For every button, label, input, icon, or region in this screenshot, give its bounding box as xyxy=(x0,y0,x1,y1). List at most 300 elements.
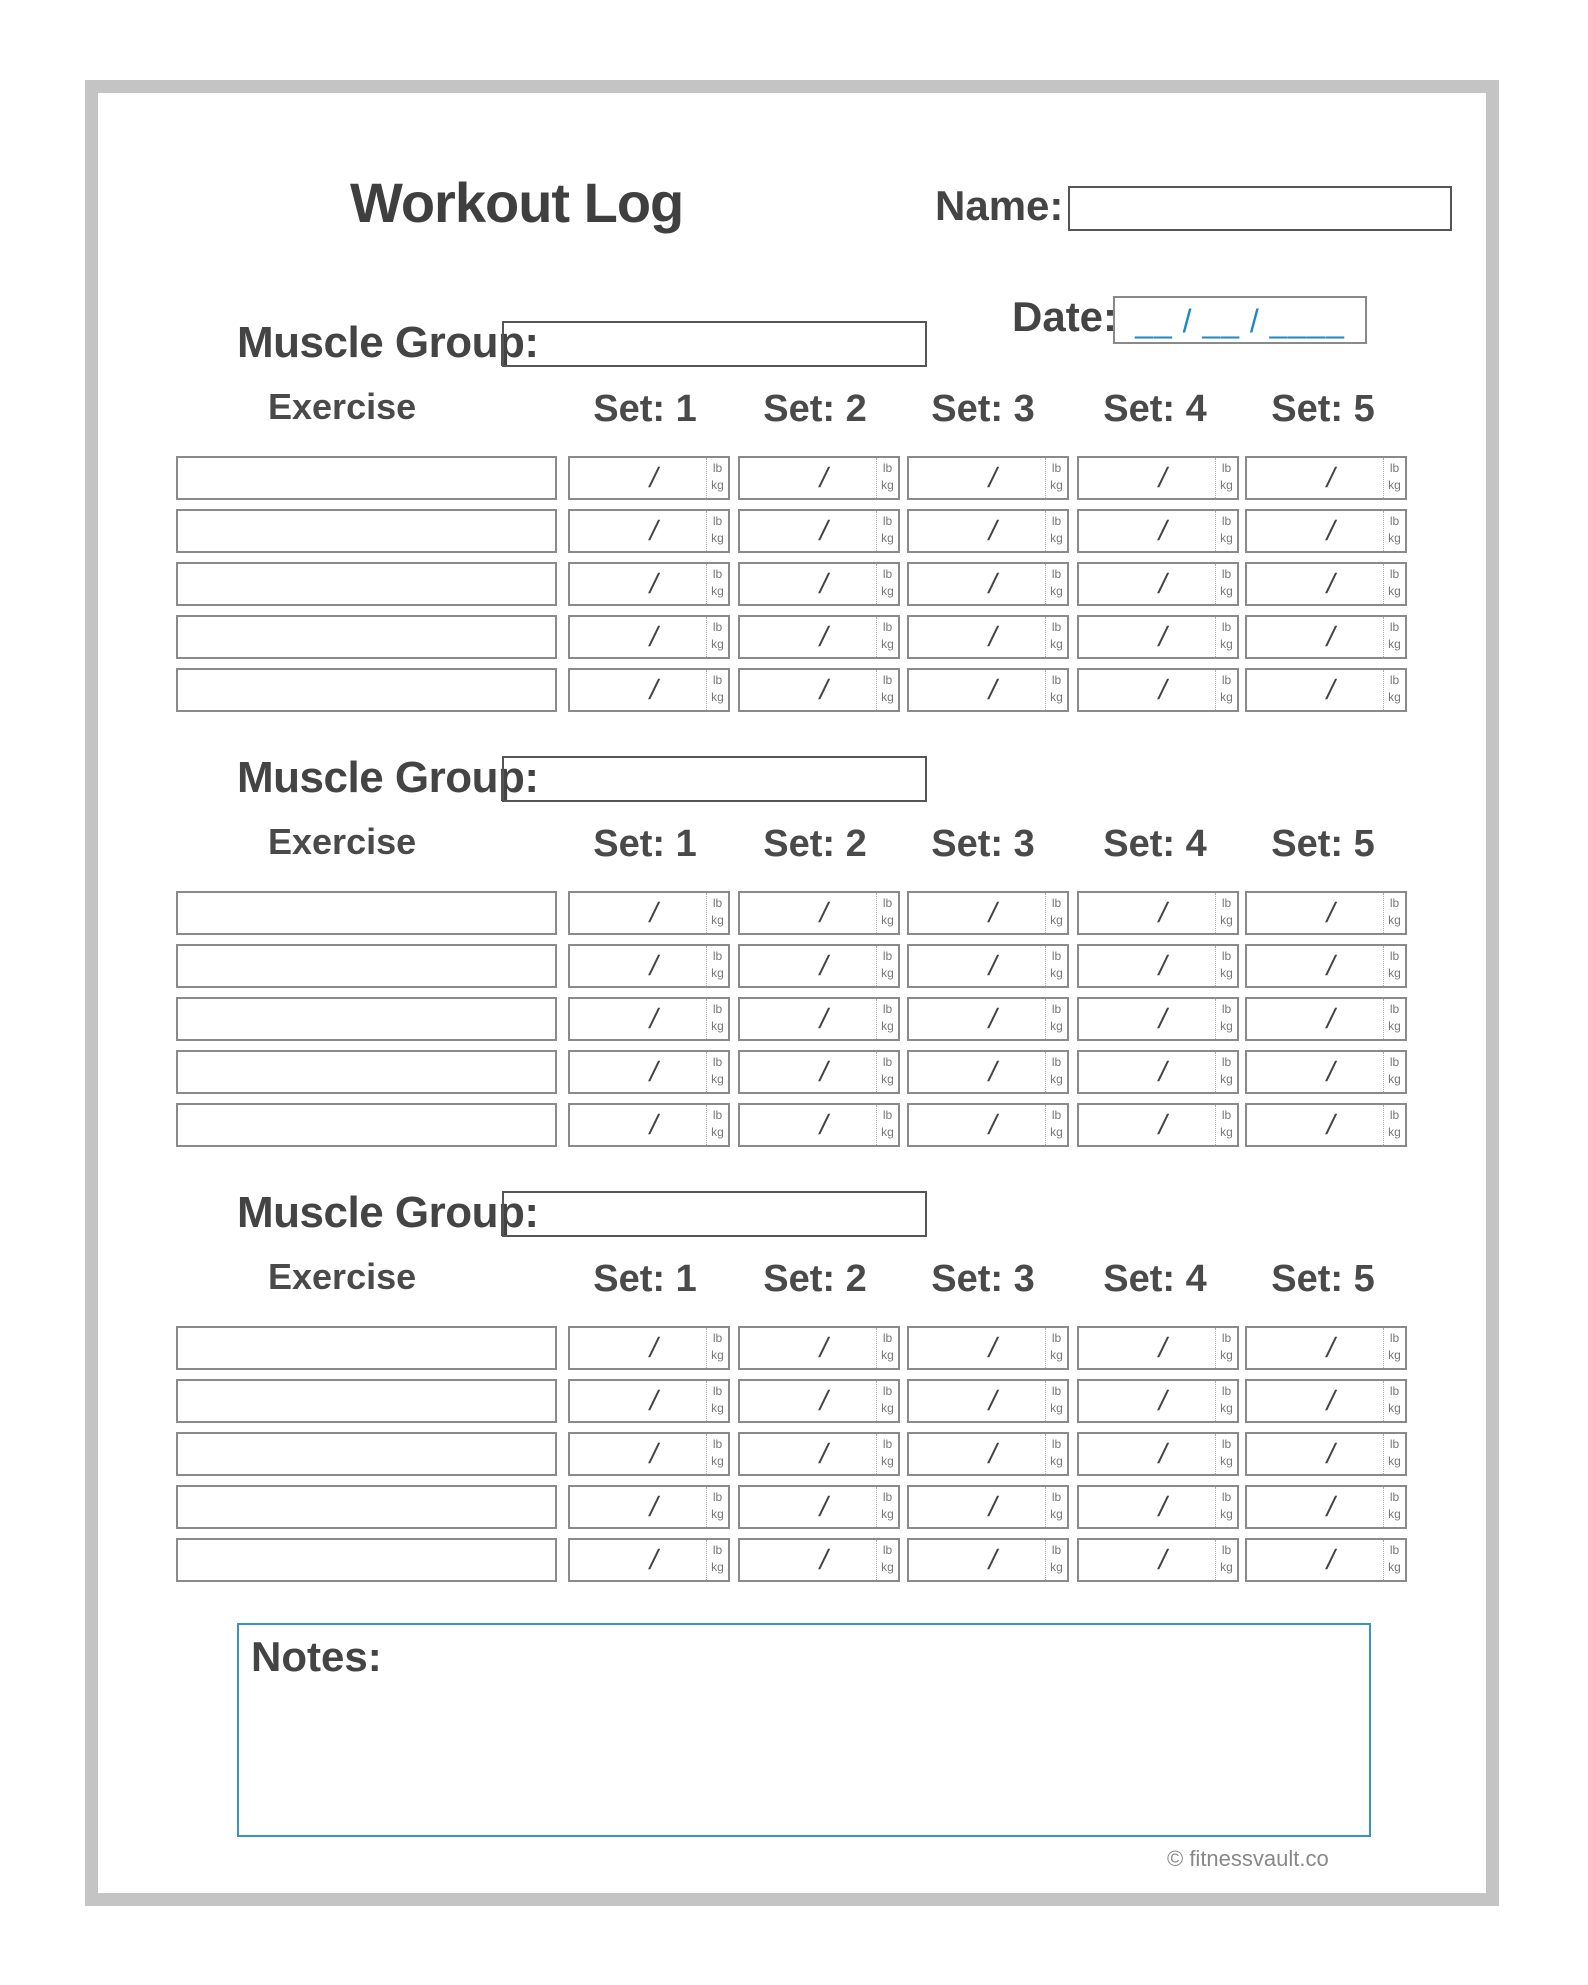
unit-selector xyxy=(1215,1105,1237,1145)
unit-selector xyxy=(1383,999,1405,1039)
unit-lb-label: lb xyxy=(882,620,893,634)
exercise-field[interactable] xyxy=(176,668,557,712)
unit-kg-label: kg xyxy=(711,1019,724,1033)
unit-selector xyxy=(1045,1328,1067,1368)
exercise-field[interactable] xyxy=(176,1538,557,1582)
unit-lb-label: lb xyxy=(712,1108,723,1122)
unit-selector xyxy=(706,617,728,657)
unit-kg-label: kg xyxy=(1388,584,1401,598)
reps-weight-separator: / xyxy=(1323,1385,1339,1416)
set-header: Set: 5 xyxy=(1271,1258,1375,1300)
unit-kg-label: kg xyxy=(1220,1348,1233,1362)
exercise-field[interactable] xyxy=(176,456,557,500)
unit-lb-label: lb xyxy=(712,1384,723,1398)
set-entry-field[interactable] xyxy=(1077,1432,1239,1476)
unit-kg-label: kg xyxy=(711,913,724,927)
set-entry-field[interactable] xyxy=(1245,456,1407,500)
muscle-group-section xyxy=(0,318,1588,738)
muscle-group-field[interactable] xyxy=(502,756,927,802)
unit-lb-label: lb xyxy=(712,1002,723,1016)
unit-lb-label: lb xyxy=(1051,620,1062,634)
set-entry-field[interactable] xyxy=(738,1326,900,1370)
unit-selector xyxy=(1215,670,1237,710)
set-entry-field[interactable] xyxy=(738,997,900,1041)
unit-selector xyxy=(1215,1328,1237,1368)
unit-lb-label: lb xyxy=(1051,1384,1062,1398)
reps-weight-separator: / xyxy=(646,1056,662,1087)
unit-selector xyxy=(876,1052,898,1092)
exercise-field[interactable] xyxy=(176,1432,557,1476)
unit-kg-label: kg xyxy=(1050,1348,1063,1362)
unit-selector xyxy=(706,1434,728,1474)
reps-weight-separator: / xyxy=(985,1491,1001,1522)
set-entry-field[interactable] xyxy=(1077,509,1239,553)
unit-kg-label: kg xyxy=(1388,1560,1401,1574)
name-field[interactable] xyxy=(1068,186,1452,231)
unit-lb-label: lb xyxy=(1389,1490,1400,1504)
set-entry-field[interactable] xyxy=(1077,615,1239,659)
reps-weight-separator: / xyxy=(985,462,1001,493)
exercise-header: Exercise xyxy=(268,821,417,862)
set-entry-field[interactable] xyxy=(907,1050,1069,1094)
exercise-field[interactable] xyxy=(176,1326,557,1370)
set-entry-field[interactable] xyxy=(1245,1326,1407,1370)
unit-lb-label: lb xyxy=(1051,673,1062,687)
set-entry-field[interactable] xyxy=(568,1326,730,1370)
reps-weight-separator: / xyxy=(816,515,832,546)
set-entry-field[interactable] xyxy=(1245,1485,1407,1529)
set-entry-field[interactable] xyxy=(568,997,730,1041)
set-entry-field[interactable] xyxy=(1077,944,1239,988)
reps-weight-separator: / xyxy=(1323,897,1339,928)
reps-weight-separator: / xyxy=(985,1109,1001,1140)
unit-selector xyxy=(706,458,728,498)
set-entry-field[interactable] xyxy=(568,1485,730,1529)
unit-lb-label: lb xyxy=(1221,461,1232,475)
reps-weight-separator: / xyxy=(1155,515,1171,546)
exercise-field[interactable] xyxy=(176,509,557,553)
set-entry-field[interactable] xyxy=(738,1485,900,1529)
unit-lb-label: lb xyxy=(1051,1055,1062,1069)
set-entry-field[interactable] xyxy=(1245,1103,1407,1147)
unit-selector xyxy=(876,458,898,498)
set-entry-field[interactable] xyxy=(1077,1538,1239,1582)
set-entry-field[interactable] xyxy=(1245,997,1407,1041)
unit-kg-label: kg xyxy=(711,1401,724,1415)
set-entry-field[interactable] xyxy=(1077,456,1239,500)
unit-kg-label: kg xyxy=(1388,690,1401,704)
reps-weight-separator: / xyxy=(816,1332,832,1363)
date-field[interactable]: __ / __ / ____ xyxy=(1113,296,1367,344)
unit-lb-label: lb xyxy=(1389,1002,1400,1016)
exercise-header: Exercise xyxy=(268,1256,417,1297)
reps-weight-separator: / xyxy=(985,621,1001,652)
reps-weight-separator: / xyxy=(1323,674,1339,705)
unit-lb-label: lb xyxy=(1051,1002,1062,1016)
notes-field[interactable] xyxy=(237,1623,1371,1837)
reps-weight-separator: / xyxy=(816,1385,832,1416)
set-entry-field[interactable] xyxy=(1245,562,1407,606)
unit-lb-label: lb xyxy=(712,514,723,528)
unit-lb-label: lb xyxy=(1389,620,1400,634)
set-entry-field[interactable] xyxy=(738,944,900,988)
muscle-group-label: Muscle Group: xyxy=(237,753,539,802)
unit-selector xyxy=(876,999,898,1039)
set-entry-field[interactable] xyxy=(1245,1538,1407,1582)
set-entry-field[interactable] xyxy=(568,668,730,712)
set-entry-field[interactable] xyxy=(907,1379,1069,1423)
unit-selector xyxy=(1045,1434,1067,1474)
page-title: Workout Log xyxy=(350,171,684,234)
exercise-field[interactable] xyxy=(176,891,557,935)
reps-weight-separator: / xyxy=(985,897,1001,928)
unit-kg-label: kg xyxy=(1388,531,1401,545)
unit-kg-label: kg xyxy=(1388,1401,1401,1415)
exercise-field[interactable] xyxy=(176,1050,557,1094)
set-entry-field[interactable] xyxy=(1077,1050,1239,1094)
unit-lb-label: lb xyxy=(1389,567,1400,581)
reps-weight-separator: / xyxy=(1155,1003,1171,1034)
unit-kg-label: kg xyxy=(711,1454,724,1468)
reps-weight-separator: / xyxy=(646,1438,662,1469)
reps-weight-separator: / xyxy=(985,568,1001,599)
set-entry-field[interactable] xyxy=(1077,1326,1239,1370)
unit-lb-label: lb xyxy=(882,1331,893,1345)
reps-weight-separator: / xyxy=(985,1438,1001,1469)
unit-lb-label: lb xyxy=(1389,514,1400,528)
set-entry-field[interactable] xyxy=(738,509,900,553)
unit-selector xyxy=(706,564,728,604)
unit-lb-label: lb xyxy=(712,896,723,910)
set-entry-field[interactable] xyxy=(1077,1485,1239,1529)
reps-weight-separator: / xyxy=(1323,621,1339,652)
unit-lb-label: lb xyxy=(882,1384,893,1398)
unit-kg-label: kg xyxy=(1220,531,1233,545)
unit-selector xyxy=(1215,946,1237,986)
muscle-group-field[interactable] xyxy=(502,1191,927,1237)
set-entry-field[interactable] xyxy=(907,1432,1069,1476)
unit-lb-label: lb xyxy=(882,673,893,687)
reps-weight-separator: / xyxy=(646,674,662,705)
unit-lb-label: lb xyxy=(1051,949,1062,963)
set-entry-field[interactable] xyxy=(738,562,900,606)
unit-selector xyxy=(706,893,728,933)
unit-selector xyxy=(1215,458,1237,498)
reps-weight-separator: / xyxy=(1323,1438,1339,1469)
unit-kg-label: kg xyxy=(1220,1454,1233,1468)
unit-lb-label: lb xyxy=(712,673,723,687)
exercise-field[interactable] xyxy=(176,615,557,659)
muscle-group-field[interactable] xyxy=(502,321,927,367)
reps-weight-separator: / xyxy=(985,1056,1001,1087)
unit-lb-label: lb xyxy=(1389,673,1400,687)
unit-lb-label: lb xyxy=(1051,1108,1062,1122)
unit-selector xyxy=(706,946,728,986)
set-entry-field[interactable] xyxy=(1245,1432,1407,1476)
notes-label: Notes: xyxy=(251,1633,382,1680)
set-header: Set: 1 xyxy=(593,823,697,865)
unit-kg-label: kg xyxy=(711,531,724,545)
set-entry-field[interactable] xyxy=(738,891,900,935)
set-entry-field[interactable] xyxy=(738,1103,900,1147)
unit-kg-label: kg xyxy=(711,1072,724,1086)
reps-weight-separator: / xyxy=(1323,1491,1339,1522)
unit-kg-label: kg xyxy=(1050,1454,1063,1468)
unit-lb-label: lb xyxy=(882,1002,893,1016)
unit-selector xyxy=(1045,1381,1067,1421)
unit-lb-label: lb xyxy=(712,620,723,634)
set-entry-field[interactable] xyxy=(1245,1379,1407,1423)
unit-selector xyxy=(1215,1052,1237,1092)
unit-selector xyxy=(1383,1434,1405,1474)
unit-kg-label: kg xyxy=(881,1072,894,1086)
unit-selector xyxy=(1383,1540,1405,1580)
unit-kg-label: kg xyxy=(1050,637,1063,651)
unit-selector xyxy=(1045,458,1067,498)
unit-kg-label: kg xyxy=(1220,1560,1233,1574)
unit-kg-label: kg xyxy=(1050,690,1063,704)
reps-weight-separator: / xyxy=(1155,1491,1171,1522)
unit-kg-label: kg xyxy=(1050,1560,1063,1574)
reps-weight-separator: / xyxy=(1323,568,1339,599)
unit-selector xyxy=(1045,670,1067,710)
unit-selector xyxy=(706,1487,728,1527)
set-entry-field[interactable] xyxy=(1245,615,1407,659)
set-entry-field[interactable] xyxy=(1077,1379,1239,1423)
reps-weight-separator: / xyxy=(1323,1003,1339,1034)
unit-kg-label: kg xyxy=(1388,966,1401,980)
reps-weight-separator: / xyxy=(1323,462,1339,493)
reps-weight-separator: / xyxy=(1155,462,1171,493)
unit-selector xyxy=(1215,999,1237,1039)
set-entry-field[interactable] xyxy=(907,456,1069,500)
unit-selector xyxy=(876,893,898,933)
set-entry-field[interactable] xyxy=(1245,1050,1407,1094)
unit-lb-label: lb xyxy=(1051,1543,1062,1557)
unit-kg-label: kg xyxy=(711,1507,724,1521)
copyright-footer: © fitnessvault.co xyxy=(1167,1846,1329,1871)
reps-weight-separator: / xyxy=(816,1109,832,1140)
exercise-field[interactable] xyxy=(176,944,557,988)
unit-kg-label: kg xyxy=(1050,531,1063,545)
unit-selector xyxy=(1045,999,1067,1039)
unit-kg-label: kg xyxy=(1220,1401,1233,1415)
unit-kg-label: kg xyxy=(881,966,894,980)
unit-lb-label: lb xyxy=(1389,1543,1400,1557)
reps-weight-separator: / xyxy=(1155,674,1171,705)
unit-kg-label: kg xyxy=(1220,913,1233,927)
unit-selector xyxy=(876,1487,898,1527)
unit-lb-label: lb xyxy=(1221,1384,1232,1398)
set-entry-field[interactable] xyxy=(1077,668,1239,712)
unit-lb-label: lb xyxy=(712,1055,723,1069)
unit-selector xyxy=(706,999,728,1039)
reps-weight-separator: / xyxy=(1155,1438,1171,1469)
set-entry-field[interactable] xyxy=(1077,562,1239,606)
unit-kg-label: kg xyxy=(711,690,724,704)
reps-weight-separator: / xyxy=(1155,1056,1171,1087)
set-header: Set: 2 xyxy=(763,388,867,430)
reps-weight-separator: / xyxy=(985,1544,1001,1575)
set-header: Set: 2 xyxy=(763,1258,867,1300)
unit-kg-label: kg xyxy=(1388,637,1401,651)
set-entry-field[interactable] xyxy=(738,615,900,659)
unit-lb-label: lb xyxy=(712,1437,723,1451)
unit-lb-label: lb xyxy=(1221,1543,1232,1557)
unit-selector xyxy=(1215,893,1237,933)
reps-weight-separator: / xyxy=(646,621,662,652)
set-header: Set: 1 xyxy=(593,388,697,430)
set-entry-field[interactable] xyxy=(907,997,1069,1041)
reps-weight-separator: / xyxy=(646,1491,662,1522)
unit-kg-label: kg xyxy=(1050,1072,1063,1086)
unit-kg-label: kg xyxy=(1220,1507,1233,1521)
exercise-field[interactable] xyxy=(176,1485,557,1529)
set-entry-field[interactable] xyxy=(907,891,1069,935)
unit-selector xyxy=(706,1381,728,1421)
set-entry-field[interactable] xyxy=(907,1538,1069,1582)
unit-selector xyxy=(876,1381,898,1421)
unit-kg-label: kg xyxy=(1220,690,1233,704)
set-entry-field[interactable] xyxy=(907,944,1069,988)
reps-weight-separator: / xyxy=(646,897,662,928)
reps-weight-separator: / xyxy=(646,1003,662,1034)
reps-weight-separator: / xyxy=(646,1544,662,1575)
unit-kg-label: kg xyxy=(881,1348,894,1362)
unit-selector xyxy=(876,1540,898,1580)
set-entry-field[interactable] xyxy=(1077,1103,1239,1147)
unit-lb-label: lb xyxy=(882,461,893,475)
name-label: Name: xyxy=(935,182,1064,229)
reps-weight-separator: / xyxy=(1155,568,1171,599)
unit-selector xyxy=(876,564,898,604)
unit-kg-label: kg xyxy=(711,478,724,492)
reps-weight-separator: / xyxy=(1155,950,1171,981)
reps-weight-separator: / xyxy=(816,1056,832,1087)
unit-selector xyxy=(1383,511,1405,551)
reps-weight-separator: / xyxy=(1155,621,1171,652)
unit-selector xyxy=(706,1540,728,1580)
muscle-group-section xyxy=(0,1188,1588,1608)
unit-kg-label: kg xyxy=(881,637,894,651)
unit-kg-label: kg xyxy=(711,1560,724,1574)
set-entry-field[interactable] xyxy=(907,668,1069,712)
set-entry-field[interactable] xyxy=(738,1538,900,1582)
unit-selector xyxy=(1215,511,1237,551)
exercise-field[interactable] xyxy=(176,1379,557,1423)
reps-weight-separator: / xyxy=(646,950,662,981)
unit-selector xyxy=(1045,893,1067,933)
unit-selector xyxy=(1383,1052,1405,1092)
set-entry-field[interactable] xyxy=(1245,944,1407,988)
exercise-field[interactable] xyxy=(176,1103,557,1147)
set-entry-field[interactable] xyxy=(738,456,900,500)
set-entry-field[interactable] xyxy=(907,1485,1069,1529)
exercise-field[interactable] xyxy=(176,562,557,606)
unit-lb-label: lb xyxy=(712,1543,723,1557)
set-entry-field[interactable] xyxy=(738,668,900,712)
date-label: Date: xyxy=(1012,293,1118,340)
reps-weight-separator: / xyxy=(816,462,832,493)
unit-kg-label: kg xyxy=(881,478,894,492)
set-entry-field[interactable] xyxy=(907,1103,1069,1147)
unit-kg-label: kg xyxy=(1050,1401,1063,1415)
unit-kg-label: kg xyxy=(1388,1019,1401,1033)
unit-lb-label: lb xyxy=(712,1331,723,1345)
unit-lb-label: lb xyxy=(882,1108,893,1122)
exercise-field[interactable] xyxy=(176,997,557,1041)
set-entry-field[interactable] xyxy=(1245,891,1407,935)
unit-selector xyxy=(1215,564,1237,604)
unit-lb-label: lb xyxy=(1221,1331,1232,1345)
unit-selector xyxy=(1215,617,1237,657)
set-entry-field[interactable] xyxy=(568,1103,730,1147)
set-entry-field[interactable] xyxy=(738,1432,900,1476)
unit-lb-label: lb xyxy=(1051,896,1062,910)
unit-lb-label: lb xyxy=(712,949,723,963)
set-entry-field[interactable] xyxy=(1245,509,1407,553)
unit-kg-label: kg xyxy=(1050,1019,1063,1033)
set-entry-field[interactable] xyxy=(568,509,730,553)
set-header: Set: 2 xyxy=(763,823,867,865)
unit-selector xyxy=(1383,893,1405,933)
set-entry-field[interactable] xyxy=(738,1050,900,1094)
unit-lb-label: lb xyxy=(1221,949,1232,963)
set-entry-field[interactable] xyxy=(568,562,730,606)
unit-kg-label: kg xyxy=(881,584,894,598)
set-entry-field[interactable] xyxy=(568,1050,730,1094)
reps-weight-separator: / xyxy=(816,1438,832,1469)
unit-kg-label: kg xyxy=(1220,584,1233,598)
unit-selector xyxy=(1215,1434,1237,1474)
set-entry-field[interactable] xyxy=(738,1379,900,1423)
reps-weight-separator: / xyxy=(816,1544,832,1575)
unit-lb-label: lb xyxy=(1051,567,1062,581)
set-entry-field[interactable] xyxy=(568,615,730,659)
set-entry-field[interactable] xyxy=(907,615,1069,659)
reps-weight-separator: / xyxy=(1323,1544,1339,1575)
set-entry-field[interactable] xyxy=(1077,891,1239,935)
set-entry-field[interactable] xyxy=(568,891,730,935)
set-entry-field[interactable] xyxy=(1077,997,1239,1041)
unit-lb-label: lb xyxy=(1051,1331,1062,1345)
set-entry-field[interactable] xyxy=(907,509,1069,553)
set-entry-field[interactable] xyxy=(568,1538,730,1582)
unit-selector xyxy=(1383,1487,1405,1527)
reps-weight-separator: / xyxy=(1323,1056,1339,1087)
unit-kg-label: kg xyxy=(1388,1454,1401,1468)
set-header: Set: 5 xyxy=(1271,823,1375,865)
unit-selector xyxy=(1045,1052,1067,1092)
unit-selector xyxy=(1215,1487,1237,1527)
unit-lb-label: lb xyxy=(882,1490,893,1504)
set-entry-field[interactable] xyxy=(907,1326,1069,1370)
set-header: Set: 4 xyxy=(1103,823,1207,865)
set-entry-field[interactable] xyxy=(568,1432,730,1476)
reps-weight-separator: / xyxy=(816,568,832,599)
set-entry-field[interactable] xyxy=(1245,668,1407,712)
reps-weight-separator: / xyxy=(985,1003,1001,1034)
unit-lb-label: lb xyxy=(1221,896,1232,910)
unit-kg-label: kg xyxy=(1388,1348,1401,1362)
set-entry-field[interactable] xyxy=(907,562,1069,606)
unit-selector xyxy=(1383,458,1405,498)
unit-lb-label: lb xyxy=(1389,1055,1400,1069)
unit-lb-label: lb xyxy=(882,1437,893,1451)
set-entry-field[interactable] xyxy=(568,456,730,500)
set-entry-field[interactable] xyxy=(568,944,730,988)
set-entry-field[interactable] xyxy=(568,1379,730,1423)
